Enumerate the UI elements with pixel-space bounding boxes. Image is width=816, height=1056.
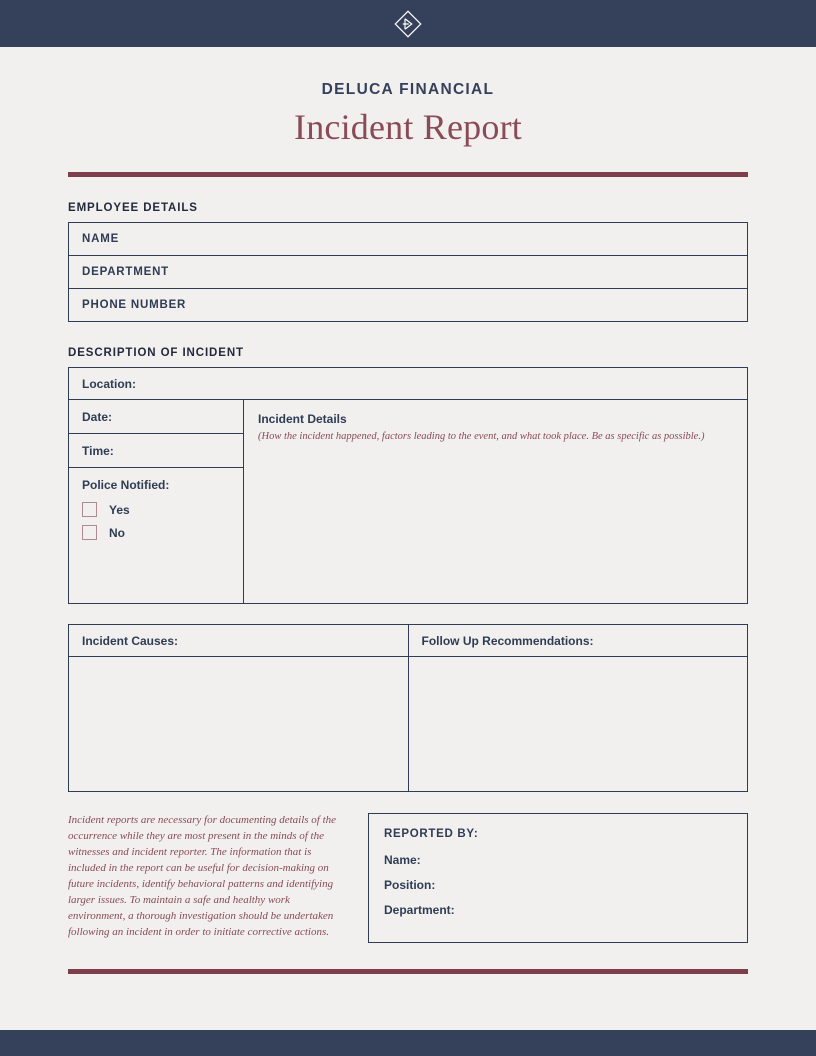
reported-by-block xyxy=(368,813,748,943)
employee-details-label: EMPLOYEE DETAILS xyxy=(68,202,198,214)
field-label: Position: xyxy=(384,878,436,892)
police-notified-label: Police Notified: xyxy=(82,478,170,492)
time-label: Time: xyxy=(82,443,114,458)
table-row[interactable] xyxy=(69,223,747,256)
police-option-yes[interactable] xyxy=(82,502,230,517)
table-row[interactable] xyxy=(69,256,747,289)
incident-details-hint: (How the incident happened, factors leading to the event, and what took place. Be as specific as possible.) xyxy=(258,431,705,442)
location-label: Location: xyxy=(82,376,136,391)
field-label: PHONE NUMBER xyxy=(82,299,187,311)
reported-by-title: REPORTED BY: xyxy=(384,828,479,840)
reported-position-field[interactable] xyxy=(384,878,732,892)
table-row[interactable] xyxy=(69,289,747,321)
incident-details-title: Incident Details xyxy=(258,412,347,426)
top-banner xyxy=(0,0,816,47)
option-label: No xyxy=(109,525,125,540)
description-of-incident-label: DESCRIPTION OF INCIDENT xyxy=(68,347,244,359)
follow-up-input[interactable] xyxy=(409,657,748,791)
incident-lower-row xyxy=(69,400,747,603)
employee-details-table xyxy=(68,222,748,322)
footer-note: Incident reports are necessary for documenting details of the occurrence while they are most present in the minds of the witnesses and incident reporter. The information that is included in the report can be useful for decision-making on future incidents, identify behavioral patterns and identifying larger issues. To maintain a safe and healthy work environment, a thorough investigation should be undertaken following an incident in order to initiate corrective actions. xyxy=(68,814,337,938)
option-label: Yes xyxy=(109,502,130,517)
police-option-no[interactable] xyxy=(82,525,230,540)
field-label: Department: xyxy=(384,903,455,917)
diamond-monogram-icon xyxy=(393,9,423,39)
footer-divider xyxy=(68,969,748,974)
follow-up-header xyxy=(409,625,748,657)
checkbox-icon[interactable] xyxy=(82,502,97,517)
checkbox-icon[interactable] xyxy=(82,525,97,540)
company-name: DELUCA FINANCIAL xyxy=(321,81,495,98)
follow-up-column xyxy=(409,624,749,792)
page-title: Incident Report xyxy=(294,107,522,147)
police-notified-group xyxy=(69,468,243,603)
location-field[interactable] xyxy=(69,368,747,400)
incident-causes-column xyxy=(68,624,409,792)
incident-meta-column xyxy=(69,400,244,603)
reported-name-field[interactable] xyxy=(384,853,732,867)
incident-causes-input[interactable] xyxy=(69,657,408,791)
document-content xyxy=(0,47,816,974)
reported-department-field[interactable] xyxy=(384,903,732,917)
date-field[interactable] xyxy=(69,400,243,434)
field-label: DEPARTMENT xyxy=(82,266,170,278)
date-label: Date: xyxy=(82,409,113,424)
title-divider xyxy=(68,172,748,177)
column-label: Incident Causes: xyxy=(82,633,179,648)
field-label: NAME xyxy=(82,233,120,245)
incident-causes-header xyxy=(69,625,408,657)
incident-details-area[interactable] xyxy=(244,400,747,603)
causes-followup-row xyxy=(68,624,748,792)
field-label: Name: xyxy=(384,853,421,867)
footer-row xyxy=(68,813,748,943)
incident-description-block xyxy=(68,367,748,604)
bottom-banner xyxy=(0,1030,816,1056)
time-field[interactable] xyxy=(69,434,243,468)
column-label: Follow Up Recommendations: xyxy=(421,633,594,648)
